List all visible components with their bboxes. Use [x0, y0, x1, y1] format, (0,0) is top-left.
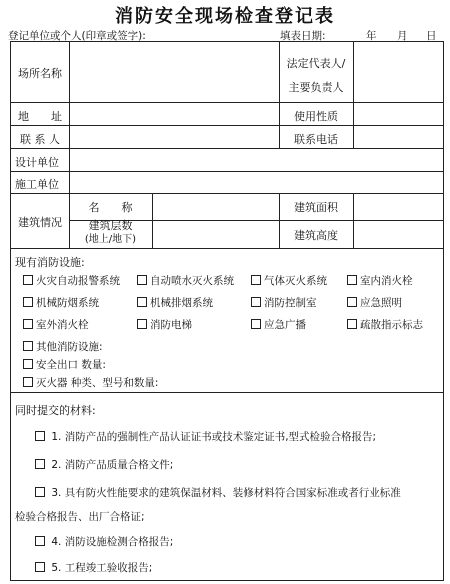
checkbox[interactable]	[23, 341, 33, 351]
row-divider	[11, 102, 443, 103]
address-label: 地 址	[18, 110, 62, 123]
building-name-label: 名 称	[88, 201, 133, 214]
checkbox[interactable]	[23, 377, 33, 387]
material-item[interactable]: 5. 工程竣工验收报告;	[35, 560, 152, 575]
checkbox[interactable]	[137, 275, 147, 285]
facility-option[interactable]: 室外消火栓	[23, 317, 89, 332]
checkbox[interactable]	[251, 319, 261, 329]
extinguishers-option[interactable]: 灭火器 种类、型号和数量:	[23, 375, 158, 390]
row-divider	[11, 171, 443, 172]
month-label: 月	[397, 30, 408, 42]
checkbox[interactable]	[347, 297, 357, 307]
facility-option[interactable]: 机械排烟系统	[137, 295, 213, 310]
form-title: 消防安全现场检查登记表	[115, 6, 335, 27]
day-label: 日	[426, 30, 437, 42]
checkbox[interactable]	[23, 319, 33, 329]
material-item[interactable]: 3. 具有防火性能要求的建筑保温材料、装修材料符合国家标准或者行业标准	[35, 485, 401, 500]
checkbox[interactable]	[347, 319, 357, 329]
checkbox[interactable]	[137, 297, 147, 307]
facility-option[interactable]: 应急照明	[347, 295, 402, 310]
safety-exits-option[interactable]: 安全出口 数量:	[23, 357, 106, 372]
facility-option[interactable]: 消防控制室	[251, 295, 317, 310]
section-divider	[11, 392, 443, 393]
material-item[interactable]: 2. 消防产品质量合格文件;	[35, 457, 173, 472]
checkbox[interactable]	[251, 297, 261, 307]
checkbox[interactable]	[251, 275, 261, 285]
checkbox[interactable]	[347, 275, 357, 285]
facilities-heading: 现有消防设施:	[15, 256, 85, 269]
legal-rep-label: 法定代表人/ 主要负责人	[286, 57, 346, 94]
materials-heading: 同时提交的材料:	[15, 404, 96, 417]
building-height-label: 建筑高度	[294, 229, 338, 242]
checkbox[interactable]	[23, 297, 33, 307]
material-item-continued: 检验合格报告、出厂合格证;	[15, 511, 145, 523]
checkbox[interactable]	[35, 536, 45, 546]
material-item[interactable]: 1. 消防产品的强制性产品认证证书或技术鉴定证书,型式检验合格报告;	[35, 429, 376, 444]
inspection-form	[10, 41, 444, 581]
checkbox[interactable]	[35, 431, 45, 441]
row-divider	[11, 193, 443, 194]
building-info-label: 建筑情况	[18, 216, 62, 229]
row-divider	[11, 248, 443, 249]
venue-name-label: 场所名称	[18, 67, 62, 80]
material-item[interactable]: 4. 消防设施检测合格报告;	[35, 534, 173, 549]
building-floors-label: 建筑层数 (地上/地下)	[84, 219, 137, 245]
facility-option[interactable]: 机械防烟系统	[23, 295, 99, 310]
row-divider	[11, 148, 443, 149]
checkbox[interactable]	[35, 459, 45, 469]
col-divider	[353, 193, 354, 248]
facility-option[interactable]: 应急广播	[251, 317, 306, 332]
registrant-label: 登记单位或个人(印章或签字):	[8, 30, 146, 42]
phone-label: 联系电话	[294, 133, 338, 146]
facility-option[interactable]: 自动喷水灭火系统	[137, 273, 234, 288]
facility-option[interactable]: 消防电梯	[137, 317, 192, 332]
row-divider	[11, 125, 443, 126]
checkbox[interactable]	[23, 359, 33, 369]
col-divider	[353, 42, 354, 148]
usage-label: 使用性质	[294, 110, 338, 123]
col-divider	[152, 193, 153, 248]
checkbox[interactable]	[35, 562, 45, 572]
checkbox[interactable]	[23, 275, 33, 285]
facility-option[interactable]: 气体灭火系统	[251, 273, 327, 288]
facility-option[interactable]: 火灾自动报警系统	[23, 273, 120, 288]
design-unit-label: 设计单位	[15, 156, 59, 169]
checkbox[interactable]	[35, 487, 45, 497]
contact-label: 联 系 人	[20, 133, 60, 146]
fill-date-label: 填表日期:	[280, 30, 326, 42]
col-divider	[69, 42, 70, 248]
other-facilities-option[interactable]: 其他消防设施:	[23, 339, 103, 354]
facility-option[interactable]: 室内消火栓	[347, 273, 413, 288]
year-label: 年	[366, 30, 377, 42]
construction-unit-label: 施工单位	[15, 178, 59, 191]
checkbox[interactable]	[137, 319, 147, 329]
building-area-label: 建筑面积	[294, 201, 338, 214]
facility-option[interactable]: 疏散指示标志	[347, 317, 423, 332]
